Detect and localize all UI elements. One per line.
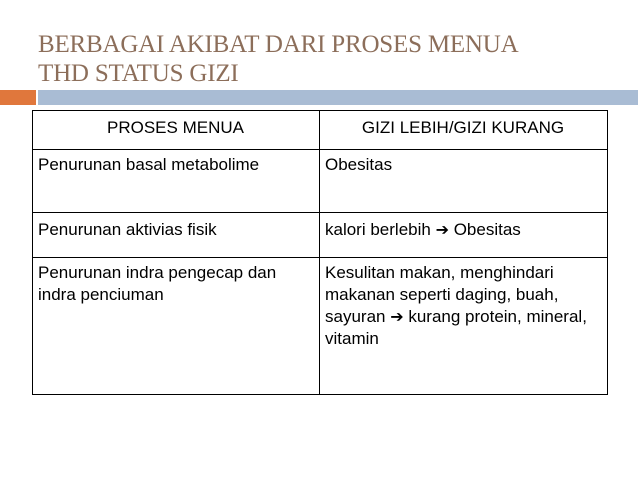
cell-akibat-text: kalori berlebih bbox=[325, 220, 436, 239]
cell-proses: Penurunan aktivias fisik bbox=[33, 213, 320, 258]
arrow-right-icon: ➔ bbox=[390, 307, 404, 326]
table-row bbox=[33, 258, 608, 395]
accent-bar-orange bbox=[0, 90, 36, 105]
table-header-row bbox=[33, 111, 608, 150]
cell-akibat-text: kurang protein, mineral, vitamin bbox=[325, 307, 587, 348]
cell-proses: Penurunan basal metabolime bbox=[33, 150, 320, 213]
cell-akibat-text: Obesitas bbox=[325, 155, 393, 174]
header-gizi-lebih-kurang: GIZI LEBIH/GIZI KURANG bbox=[320, 111, 608, 150]
slide-title-line-2: THD STATUS GIZI bbox=[38, 60, 239, 87]
cell-akibat-text: Obesitas bbox=[448, 220, 521, 239]
table-row bbox=[33, 150, 608, 213]
cell-akibat-text: Kesulitan makan, menghindari makanan seperti daging, buah, sayuran bbox=[325, 263, 559, 326]
header-proses-menua: PROSES MENUA bbox=[33, 111, 320, 150]
slide-title bbox=[38, 30, 628, 88]
cell-akibat bbox=[320, 150, 608, 213]
arrow-right-icon: ➔ bbox=[435, 220, 449, 239]
table-row bbox=[33, 213, 608, 258]
cell-akibat bbox=[320, 213, 608, 258]
cell-akibat bbox=[320, 258, 608, 395]
data-table bbox=[32, 110, 608, 395]
accent-bar-blue bbox=[38, 90, 638, 105]
cell-proses: Penurunan indra pengecap dan indra penciuman bbox=[33, 258, 320, 395]
slide-title-line-1: BERBAGAI AKIBAT DARI PROSES MENUA bbox=[38, 31, 519, 58]
